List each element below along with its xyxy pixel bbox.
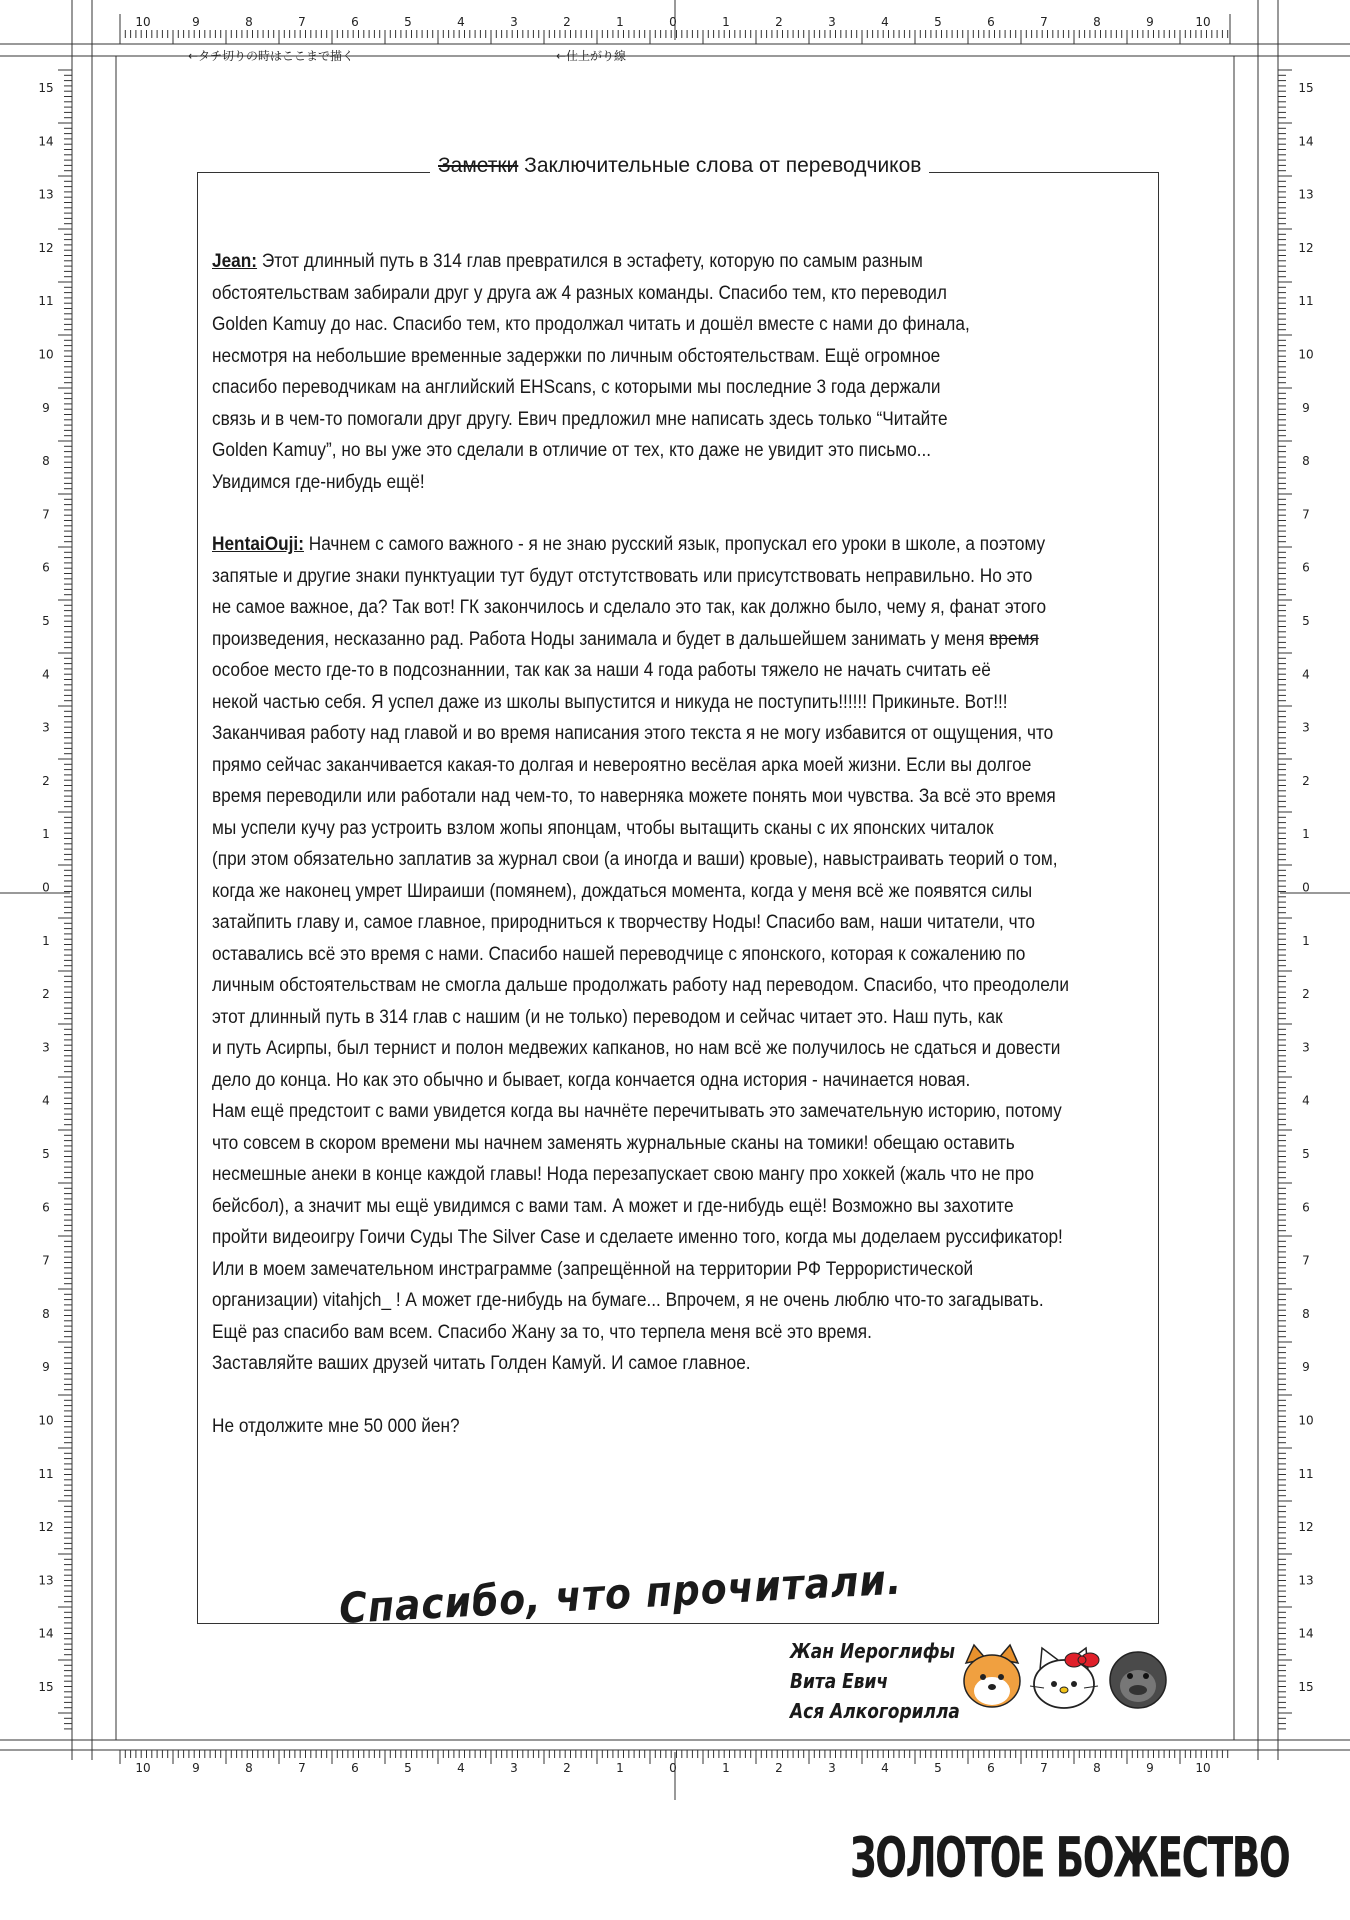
ruler-label-left: 3 (42, 1040, 50, 1055)
ruler-label-bottom: 0 (669, 1761, 677, 1775)
hentai-line: и путь Асирпы, был тернист и полон медвежих капканов, но нам всё же получилось не сдаться и довести (212, 1037, 1061, 1059)
ruler-label-right: 15 (1298, 1680, 1314, 1694)
hentai-line-text: произведения, несказанно рад. Работа Ноды занимала и будет в дальшейшем занимать у меня (212, 627, 985, 650)
ruler-label-bottom: 5 (404, 1761, 412, 1775)
hentai-line: затайпить главу и, самое главное, природниться к творчеству Ноды! Спасибо вам, наши читатели, что (212, 911, 1035, 933)
jean-line: Golden Kamuy”, но вы уже это сделали в отличие от тех, кто даже не увидит это письмо... (212, 439, 932, 461)
ruler-label-left: 2 (42, 773, 50, 788)
hentai-block (212, 529, 1069, 1443)
ruler-label-left: 14 (38, 134, 54, 149)
footer-logo: ЗОЛОТОЕ БОЖЕСТВО (850, 1826, 1290, 1890)
ruler-label-bottom: 2 (563, 1761, 571, 1775)
ruler-label-right: 11 (1298, 1466, 1314, 1481)
hentai-line: запятые и другие знаки пунктуации тут будут отстутствовать или присутствовать неправильно. Но это (212, 564, 1033, 587)
hentai-line: бейсбол), а значит мы ещё увидимся с вами там. А может и где-нибудь ещё! Возможно вы захотите (212, 1194, 1014, 1217)
ruler-label-left: 5 (42, 614, 50, 628)
ruler-label-bottom: 3 (828, 1761, 836, 1775)
kitty-icon (1030, 1648, 1099, 1708)
ruler-label-right: 13 (1298, 187, 1314, 202)
hentai-speaker: HentaiOuji: (212, 533, 304, 555)
ruler-label-right: 2 (1302, 773, 1310, 788)
ruler-label-right: 14 (1298, 134, 1314, 149)
ruler-label-left: 8 (42, 454, 50, 469)
ruler-label-top: 7 (1040, 15, 1048, 29)
ruler-label-right: 2 (1302, 987, 1310, 1002)
ruler-label-top: 2 (563, 15, 571, 29)
ruler-label-bottom: 9 (1146, 1761, 1154, 1775)
jean-line (212, 246, 1030, 278)
jean-line: связь и в чем-то помогали друг другу. Евич предложил мне написать здесь только “Читайте (212, 407, 948, 430)
ruler-label-bottom: 1 (616, 1761, 624, 1775)
credit-name: Жан Иероглифы (790, 1639, 956, 1663)
ruler-label-right: 12 (1298, 1520, 1314, 1535)
ruler-label-bottom: 7 (1040, 1761, 1048, 1775)
ruler-label-top: 4 (457, 15, 465, 29)
ruler-label-left: 15 (38, 81, 54, 95)
hentai-line: когда же наконец умрет Шираиши (помянем), дождаться момента, когда у меня всё же появятся силы (212, 879, 1033, 902)
ruler-label-left: 5 (42, 1147, 50, 1161)
ruler-label-right: 12 (1298, 240, 1314, 255)
jean-block (212, 246, 1030, 498)
ruler-label-right: 15 (1298, 81, 1314, 95)
hentai-line: пройти видеоигру Гоичи Суды The Silver Case и сделаете именно того, когда мы доделаем руссификатор! (212, 1226, 1063, 1248)
ruler-label-right: 7 (1302, 1253, 1310, 1268)
ruler-label-top: 7 (298, 15, 306, 29)
hentai-line: Заставляйте ваших друзей читать Голден Камуй. И самое главное. (212, 1352, 751, 1374)
ruler-label-right: 4 (1302, 1093, 1310, 1108)
hentai-line: прямо сейчас заканчивается какая-то долгая и невероятно весёлая арка моей жизни. Если вы долгое (212, 753, 1032, 776)
ruler-label-bottom: 7 (298, 1761, 306, 1775)
ruler-label-left: 4 (42, 667, 50, 682)
hentai-line: некой частью себя. Я успел даже из школы выпустится и никуда не поступить!!!!!! Прикиньте. Вот!!! (212, 690, 1008, 713)
ruler-label-bottom: 3 (510, 1761, 518, 1775)
ruler-label-bottom: 4 (457, 1761, 465, 1775)
ruler-label-top: 2 (775, 15, 783, 29)
ruler-label-right: 1 (1302, 827, 1310, 842)
jean-speaker: Jean: (212, 250, 258, 272)
ruler-label-right: 5 (1302, 1147, 1310, 1161)
hentai-line: что совсем в скором времени мы начнем заменять журнальные сканы на томики! обещаю оставить (212, 1131, 1015, 1154)
ruler-label-bottom: 2 (775, 1761, 783, 1775)
ruler-label-left: 1 (42, 933, 50, 948)
hentai-line: время переводили или работали над чем-то, то наверняка можете понять мои чувства. За всё это время (212, 785, 1056, 807)
ruler-label-right: 10 (1298, 1413, 1314, 1428)
ruler-label-right: 3 (1302, 720, 1310, 735)
ruler-label-left: 8 (42, 1306, 50, 1321)
ruler-label-left: 6 (42, 1200, 50, 1215)
ruler-label-right: 8 (1302, 1306, 1310, 1321)
jean-line: обстоятельствам забирали друг у друга аж 4 разных команды. Спасибо тем, кто переводил (212, 281, 947, 304)
ruler-label-left: 9 (42, 400, 50, 415)
ruler-label-right: 8 (1302, 454, 1310, 469)
ruler-label-top: 0 (669, 15, 677, 29)
ruler-label-bottom: 5 (934, 1761, 942, 1775)
jean-line: Golden Kamuy до нас. Спасибо тем, кто продолжал читать и дошёл вместе с нами до финала, (212, 313, 970, 335)
ruler-label-right: 14 (1298, 1626, 1314, 1641)
credits-list (790, 1636, 960, 1726)
ruler-label-right: 4 (1302, 667, 1310, 682)
ruler-label-bottom: 9 (192, 1761, 200, 1775)
thanks-heading: Спасибо, что прочитали. (338, 1554, 904, 1633)
ruler-label-right: 10 (1298, 347, 1314, 362)
ruler-label-right: 6 (1302, 1200, 1310, 1215)
hentai-line: не самое важное, да? Так вот! ГК закончилось и сделало это так, как должно было, чему я, фанат этого (212, 596, 1047, 618)
ruler-label-top: 3 (510, 15, 518, 29)
ruler-note-left: ←タチ切りの時はここまで描く (188, 49, 355, 63)
ruler-label-right: 6 (1302, 560, 1310, 575)
credit-name: Ася Алкогорилла (790, 1699, 960, 1723)
ruler-label-right: 11 (1298, 294, 1314, 309)
ruler-label-right: 7 (1302, 507, 1310, 522)
jean-line: спасибо переводчикам на английский EHScans, с которыми мы последние 3 года держали (212, 376, 941, 398)
mascot-group (962, 1636, 1172, 1726)
ruler-label-top: 10 (135, 15, 151, 29)
ruler-label-top: 10 (1195, 15, 1211, 29)
ruler-label-bottom: 4 (881, 1761, 889, 1775)
title-main: Заключительные слова от переводчиков (524, 154, 922, 177)
ruler-label-right: 3 (1302, 1040, 1310, 1055)
hentai-line: личным обстоятельствам не смогла дальше продолжать работу над переводом. Спасибо, что преодолели (212, 974, 1069, 996)
hentai-line: организации) vitahjch_ ! А может где-нибудь на бумаге... Впрочем, я не очень люблю что-то загадывать. (212, 1289, 1044, 1311)
hentai-line: мы успели кучу раз устроить взлом жопы японцам, чтобы вытащить сканы с их японских читалок (212, 816, 994, 839)
jean-line-text: Этот длинный путь в 314 глав превратился в эстафету, которую по самым разным (261, 250, 923, 272)
ruler-label-bottom: 8 (1093, 1761, 1101, 1775)
hentai-line: (при этом обязательно заплатив за журнал свои (а иногда и ваши) кровые), навыстраивать теорий о том, (212, 848, 1058, 870)
ruler-label-bottom: 8 (245, 1761, 253, 1775)
ruler-note-right: ←仕上がり線 (556, 49, 627, 63)
hentai-line: этот длинный путь в 314 глав с нашим (и не только) переводом и сейчас читает это. Наш путь, как (212, 1005, 1003, 1028)
ruler-label-bottom: 1 (722, 1761, 730, 1775)
ruler-label-left: 11 (38, 1466, 54, 1481)
hentai-line: Или в моем замечательном инстраграмме (запрещённой на территории РФ Террористической (212, 1257, 974, 1280)
ruler-label-top: 9 (1146, 15, 1154, 29)
ruler-label-left: 15 (38, 1680, 54, 1694)
ruler-label-left: 7 (42, 507, 50, 522)
credit-name: Вита Евич (790, 1669, 889, 1693)
ruler-label-left: 3 (42, 720, 50, 735)
ruler-label-left: 1 (42, 827, 50, 842)
hentai-line: Не отдолжите мне 50 000 йен? (212, 1415, 460, 1437)
page-title (430, 154, 929, 178)
hentai-line (212, 624, 1039, 656)
shiba-icon (964, 1645, 1020, 1707)
hentai-line: несмешные анеки в конце каждой главы! Нода перезапускает свою мангу про хоккей (жаль что не про (212, 1163, 1034, 1185)
ruler-label-left: 0 (42, 880, 50, 895)
ruler-label-left: 13 (38, 1573, 54, 1588)
ruler-label-right: 9 (1302, 400, 1310, 415)
ruler-label-top: 4 (881, 15, 889, 29)
ruler-label-left: 10 (38, 1413, 54, 1428)
ruler-label-left: 6 (42, 560, 50, 575)
ruler-label-top: 5 (404, 15, 412, 29)
ruler-label-top: 1 (722, 15, 730, 29)
jean-line: несмотря на небольшие временные задержки по личным обстоятельствам. Ещё огромное (212, 344, 941, 367)
blank-line (212, 1380, 1030, 1412)
ruler-label-left: 14 (38, 1626, 54, 1641)
ruler-label-bottom: 10 (1195, 1761, 1211, 1775)
ruler-label-left: 7 (42, 1253, 50, 1268)
hentai-line (212, 529, 1046, 561)
hentai-line: Заканчивая работу над главой и во время написания этого текста я не могу избавится от ощущения, что (212, 722, 1054, 744)
ruler-label-top: 1 (616, 15, 624, 29)
ruler-label-left: 4 (42, 1093, 50, 1108)
hentai-line: Нам ещё предстоит с вами увидется когда вы начнёте перечитывать это замечательную историю, потому (212, 1100, 1062, 1122)
ruler-label-left: 12 (38, 1520, 54, 1535)
ruler-label-left: 13 (38, 187, 54, 202)
hentai-line: Ещё раз спасибо вам всем. Спасибо Жану за то, что терпела меня всё это время. (212, 1320, 872, 1343)
jean-line: Увидимся где-нибудь ещё! (212, 470, 425, 493)
ruler-label-right: 13 (1298, 1573, 1314, 1588)
hentai-line: особое место где-то в подсознаннии, так как за наши 4 года работы тяжело не начать считать её (212, 659, 991, 681)
ruler-label-bottom: 6 (987, 1761, 995, 1775)
ruler-label-top: 8 (245, 15, 253, 29)
struck-word: время (989, 627, 1039, 650)
hentai-line: оставались всё это время с нами. Спасибо нашей переводчице с японского, которая к сожалению по (212, 942, 1026, 965)
hentai-line: дело до конца. Но как это обычно и бывает, когда кончается одна история - начинается новая. (212, 1068, 971, 1091)
ruler-label-right: 5 (1302, 614, 1310, 628)
ruler-label-top: 5 (934, 15, 942, 29)
hentai-line-text: Начнем с самого важного - я не знаю русский язык, пропускал его уроки в школе, а поэтому (308, 533, 1046, 555)
ruler-label-left: 10 (38, 347, 54, 362)
ruler-label-left: 12 (38, 240, 54, 255)
ruler-label-right: 1 (1302, 933, 1310, 948)
gorilla-icon (1110, 1652, 1166, 1708)
ruler-label-top: 6 (987, 15, 995, 29)
ruler-label-top: 6 (351, 15, 359, 29)
ruler-label-bottom: 10 (135, 1761, 151, 1775)
ruler-label-right: 9 (1302, 1360, 1310, 1375)
ruler-label-left: 9 (42, 1360, 50, 1375)
title-struck: Заметки (438, 154, 519, 177)
ruler-label-top: 8 (1093, 15, 1101, 29)
ruler-label-top: 9 (192, 15, 200, 29)
ruler-label-top: 3 (828, 15, 836, 29)
ruler-label-left: 11 (38, 294, 54, 309)
ruler-label-left: 2 (42, 987, 50, 1002)
ruler-label-right: 0 (1302, 880, 1310, 895)
ruler-label-bottom: 6 (351, 1761, 359, 1775)
